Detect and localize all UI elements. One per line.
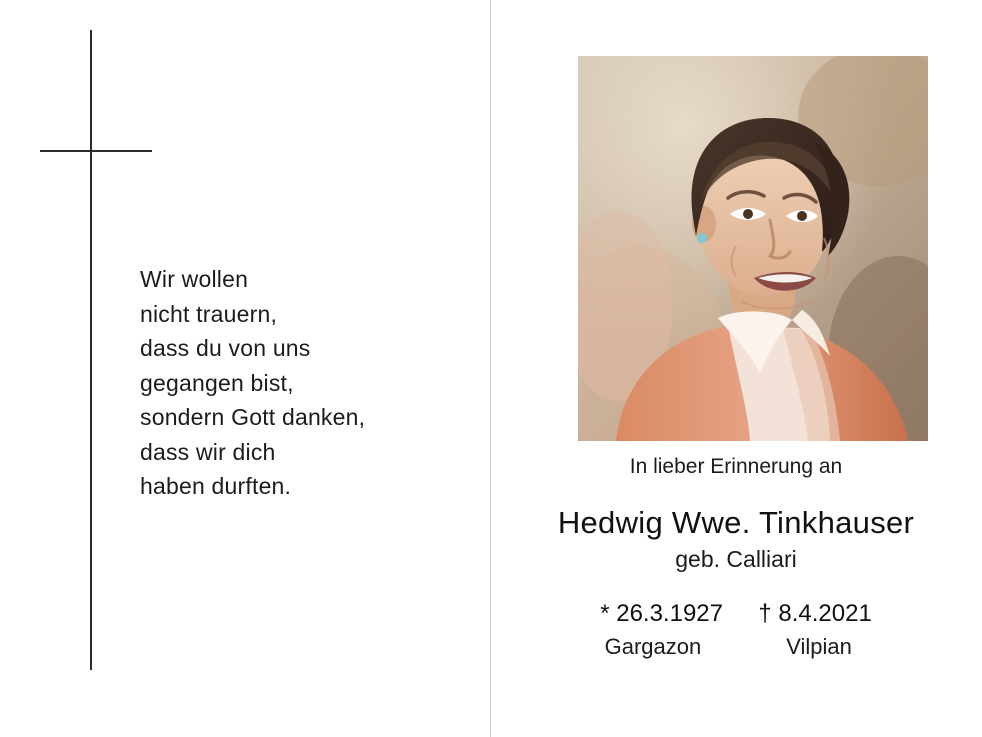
in-memory-label: In lieber Erinnerung an	[629, 455, 843, 478]
verse-line: dass du von uns	[140, 335, 311, 361]
verse-line: dass wir dich	[140, 438, 276, 465]
cross-horizontal-bar	[40, 150, 152, 152]
left-panel	[0, 0, 490, 737]
deceased-name: Hedwig Wwe. Tinkhauser	[557, 505, 915, 540]
memorial-verse	[140, 262, 470, 504]
portrait-photo	[578, 56, 928, 441]
verse-line: haben durften.	[140, 473, 292, 499]
birth-symbol: *	[600, 600, 610, 627]
verse-line: nicht trauern,	[140, 300, 278, 327]
death-symbol: †	[758, 600, 772, 627]
verse-line: Wir wollen	[140, 266, 249, 292]
death-date: 8.4.2021	[778, 600, 872, 627]
verse-line: sondern Gott danken,	[140, 404, 366, 430]
verse-line: gegangen bist,	[140, 369, 294, 396]
death-place: Vilpian	[786, 634, 852, 659]
life-dates	[490, 598, 982, 630]
maiden-name: geb. Calliari	[675, 546, 797, 572]
life-places	[490, 632, 982, 662]
birth-place: Gargazon	[604, 634, 702, 659]
memorial-details	[490, 452, 982, 662]
birth-date: 26.3.1927	[616, 600, 723, 627]
right-panel	[490, 0, 982, 737]
cross-vertical-bar	[90, 30, 92, 670]
